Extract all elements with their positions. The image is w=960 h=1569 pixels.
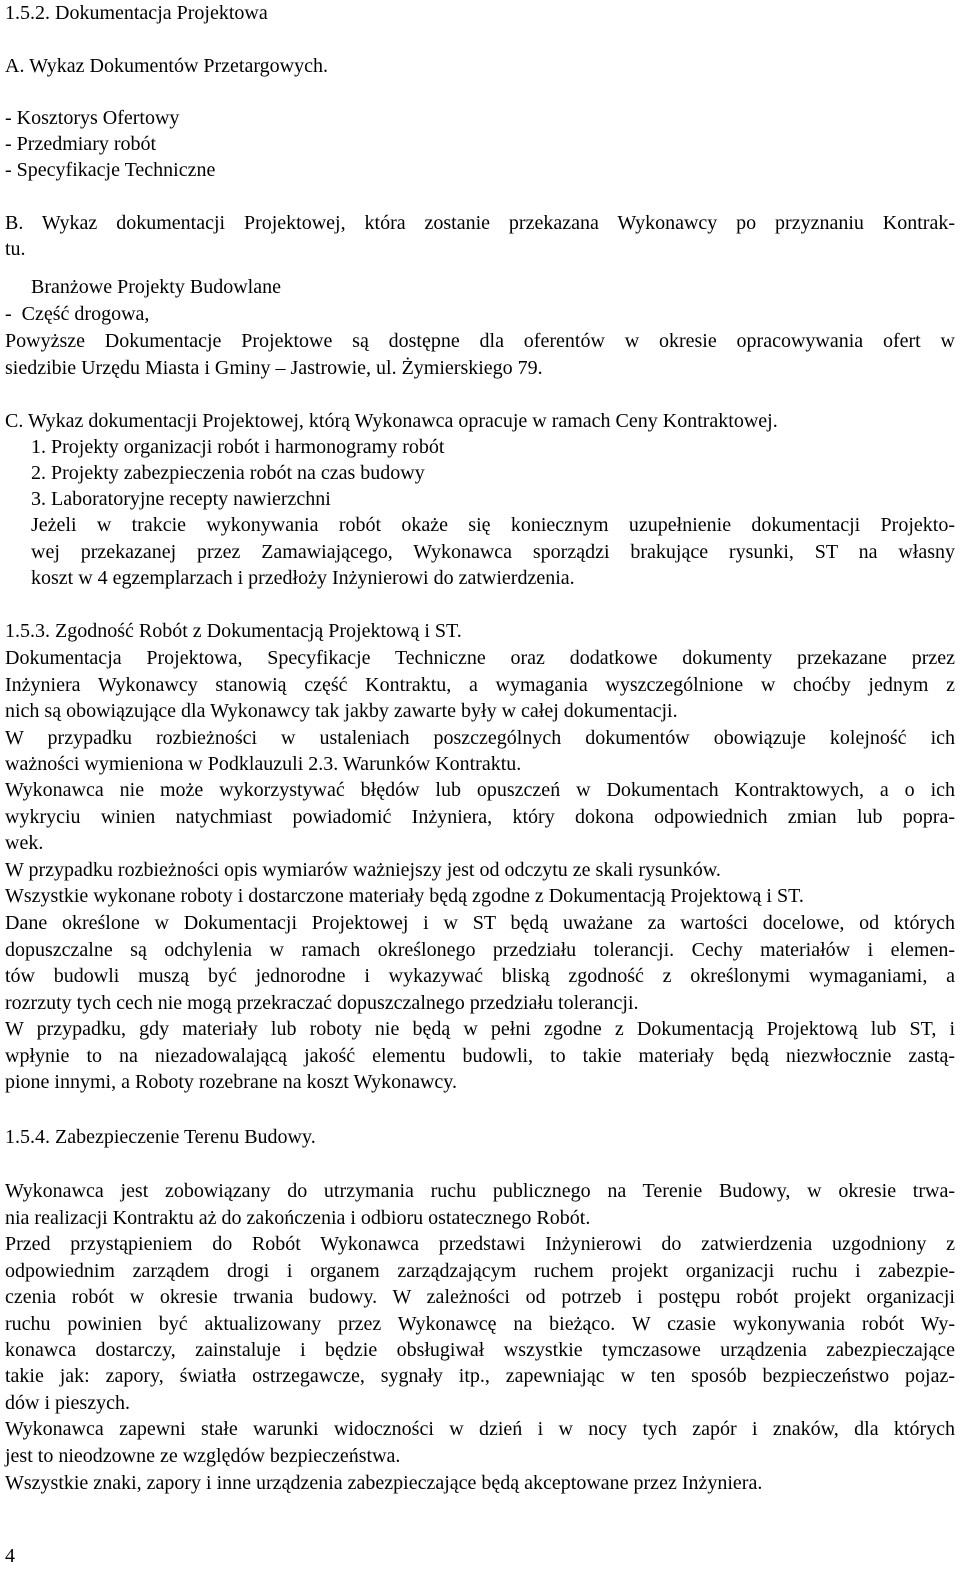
text-line: Branżowe Projekty Budowlane <box>31 276 281 298</box>
text-line: czenia robót w okresie trwania budowy. W zależności od potrzeb i postępu robót projekt organizacji <box>5 1286 955 1308</box>
page-number: 4 <box>5 1545 15 1567</box>
list-item: 2. Projekty zabezpieczenia robót na czas budowy <box>31 462 425 484</box>
text-line: wpłynie to na niezadowalającą jakość elementu budowli, to takie materiały będą niezwłocznie zastą- <box>5 1045 955 1067</box>
list-item: 3. Laboratoryjne recepty nawierzchni <box>31 488 331 510</box>
text-line: odpowiednim zarządem drogi i organem zarządzającym ruchem projekt organizacji ruchu i zabezpie- <box>5 1260 955 1282</box>
text-line: wykryciu winien natychmiast powiadomić Inżyniera, który dokona odpowiednich zmian lub popra- <box>5 806 955 828</box>
text-line: konawca dostarczy, zainstaluje i będzie obsługiwał wszystkie tymczasowe urządzenia zabezpieczające <box>5 1339 955 1361</box>
list-item: - Specyfikacje Techniczne <box>5 159 216 181</box>
text-line: dów i pieszych. <box>5 1392 130 1414</box>
subsection-heading: C. Wykaz dokumentacji Projektowej, którą Wykonawca opracuje w ramach Ceny Kontraktowej. <box>5 410 778 432</box>
text-line: Wszystkie znaki, zapory i inne urządzenia zabezpieczające będą akceptowane przez Inżyniera. <box>5 1472 763 1494</box>
text-line: W przypadku rozbieżności opis wymiarów ważniejszy jest od odczytu ze skali rysunków. <box>5 859 721 881</box>
text-line: ruchu powinien być aktualizowany przez Wykonawcę na bieżąco. W czasie wykonywania robót Wy- <box>5 1313 955 1335</box>
text-line: nia realizacji Kontraktu aż do zakończenia i odbioru ostatecznego Robót. <box>5 1207 591 1229</box>
list-item: 1. Projekty organizacji robót i harmonogramy robót <box>31 436 445 458</box>
text-line: koszt w 4 egzemplarzach i przedłoży Inżynierowi do zatwierdzenia. <box>31 567 575 589</box>
section-heading: 1.5.3. Zgodność Robót z Dokumentacją Projektową i ST. <box>5 620 462 642</box>
text-line: Dane określone w Dokumentacji Projektowej i w ST będą uważane za wartości docelowe, od których <box>5 912 955 934</box>
subsection-heading: A. Wykaz Dokumentów Przetargowych. <box>5 55 328 77</box>
text-line: ważności wymieniona w Podklauzuli 2.3. Warunków Kontraktu. <box>5 753 522 775</box>
text-line: nich są obowiązujące dla Wykonawcy tak jakby zawarte były w całej dokumentacji. <box>5 700 678 722</box>
text-line: Wszystkie wykonane roboty i dostarczone materiały będą zgodne z Dokumentacją Projektową i ST. <box>5 885 804 907</box>
text-line: Przed przystąpieniem do Robót Wykonawca przedstawi Inżynierowi do zatwierdzenia uzgodniony z <box>5 1233 955 1255</box>
text-line: takie jak: zapory, światła ostrzegawcze, sygnały itp., zapewniając w ten sposób bezpieczeństwo pojaz- <box>5 1365 955 1387</box>
list-item: - Kosztorys Ofertowy <box>5 107 180 129</box>
text-line: pione innymi, a Roboty rozebrane na koszt Wykonawcy. <box>5 1071 458 1093</box>
text-line: Powyższe Dokumentacje Projektowe są dostępne dla oferentów w okresie opracowywania ofert w <box>5 330 955 352</box>
subsection-heading: B. Wykaz dokumentacji Projektowej, która zostanie przekazana Wykonawcy po przyznaniu Kontrak- <box>5 212 955 234</box>
text-line: jest to nieodzowne ze względów bezpieczeństwa. <box>5 1445 401 1467</box>
list-item: - Przedmiary robót <box>5 133 157 155</box>
list-item: - Część drogowa, <box>5 303 150 325</box>
text-line: siedzibie Urzędu Miasta i Gminy – Jastrowie, ul. Żymierskiego 79. <box>5 357 543 379</box>
text-line: tów budowli muszą być jednorodne i wykazywać bliską zgodność z określonymi wymaganiami, a <box>5 965 955 987</box>
text-line: Jeżeli w trakcie wykonywania robót okaże się koniecznym uzupełnienie dokumentacji Projekto- <box>31 514 955 536</box>
text-line: W przypadku, gdy materiały lub roboty nie będą w pełni zgodne z Dokumentacją Projektową lub ST, i <box>5 1018 955 1040</box>
text-line: Wykonawca zapewni stałe warunki widoczności w dzień i w nocy tych zapór i znaków, dla których <box>5 1418 955 1440</box>
text-line: W przypadku rozbieżności w ustaleniach poszczególnych dokumentów obowiązuje kolejność ich <box>5 727 955 749</box>
text-line: Wykonawca jest zobowiązany do utrzymania ruchu publicznego na Terenie Budowy, w okresie trwa- <box>5 1180 955 1202</box>
text-line: tu. <box>5 238 26 260</box>
text-line: Inżyniera Wykonawcy stanowią część Kontraktu, a wymagania wyszczególnione w choćby jednym z <box>5 674 955 696</box>
section-heading: 1.5.2. Dokumentacja Projektowa <box>5 2 268 24</box>
text-line: wek. <box>5 832 44 854</box>
text-line: rozrzuty tych cech nie mogą przekraczać dopuszczalnego przedziału tolerancji. <box>5 992 639 1014</box>
text-line: wej przekazanej przez Zamawiającego, Wykonawca sporządzi brakujące rysunki, ST na własny <box>31 541 955 563</box>
text-line: Dokumentacja Projektowa, Specyfikacje Techniczne oraz dodatkowe dokumenty przekazane przez <box>5 647 955 669</box>
text-line: dopuszczalne są odchylenia w ramach określonego przedziału tolerancji. Cechy materiałów i elemen- <box>5 939 955 961</box>
text-line: Wykonawca nie może wykorzystywać błędów lub opuszczeń w Dokumentach Kontraktowych, a o ich <box>5 779 955 801</box>
section-heading: 1.5.4. Zabezpieczenie Terenu Budowy. <box>5 1126 316 1148</box>
